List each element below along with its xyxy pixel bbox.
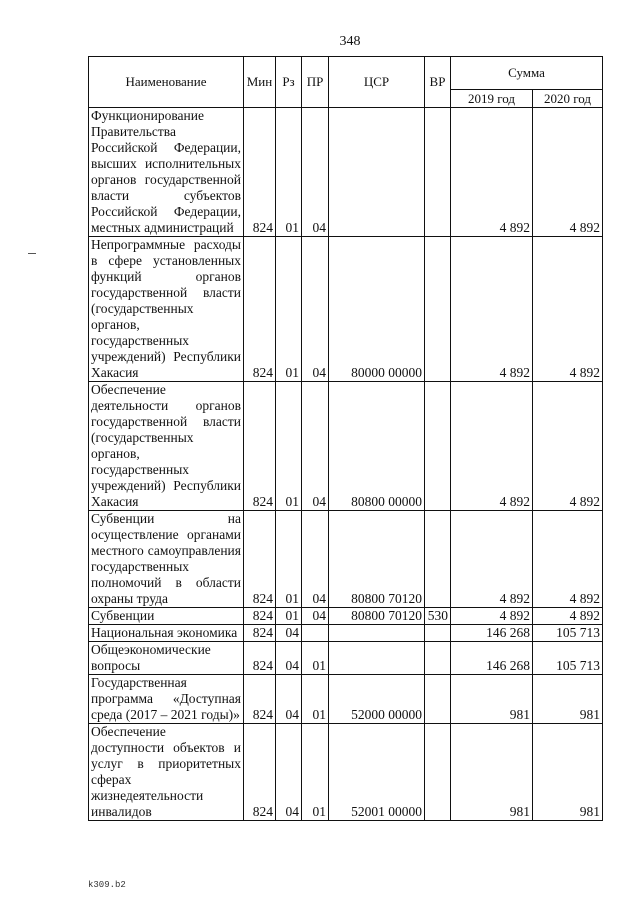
header-rz: Рз xyxy=(276,57,302,108)
cell-pr: 04 xyxy=(302,237,329,382)
cell-csr xyxy=(329,625,425,642)
cell-min: 824 xyxy=(244,237,276,382)
cell-sum-2020: 4 892 xyxy=(533,511,603,608)
cell-csr: 80800 70120 xyxy=(329,511,425,608)
cell-min: 824 xyxy=(244,108,276,237)
cell-name: Субвенции xyxy=(89,608,244,625)
cell-min: 824 xyxy=(244,625,276,642)
cell-pr: 04 xyxy=(302,608,329,625)
cell-pr: 01 xyxy=(302,675,329,724)
cell-sum-2019: 4 892 xyxy=(451,608,533,625)
header-csr: ЦСР xyxy=(329,57,425,108)
page-number: 348 xyxy=(339,34,361,49)
cell-sum-2019: 146 268 xyxy=(451,625,533,642)
cell-rz: 01 xyxy=(276,237,302,382)
cell-sum-2019: 4 892 xyxy=(451,237,533,382)
cell-rz: 01 xyxy=(276,382,302,511)
cell-rz: 04 xyxy=(276,625,302,642)
cell-min: 824 xyxy=(244,642,276,675)
cell-rz: 01 xyxy=(276,608,302,625)
cell-name: Государственная программа «Доступная среда (2017 – 2021 годы)» xyxy=(89,675,244,724)
cell-rz: 04 xyxy=(276,675,302,724)
cell-name: Общеэкономические вопросы xyxy=(89,642,244,675)
cell-vr xyxy=(425,642,451,675)
cell-pr: 04 xyxy=(302,108,329,237)
table-row xyxy=(89,382,603,511)
cell-rz: 01 xyxy=(276,511,302,608)
budget-table xyxy=(88,56,603,821)
cell-min: 824 xyxy=(244,511,276,608)
cell-name: Национальная экономика xyxy=(89,625,244,642)
cell-name: Функционирование Правительства Российской Федерации, высших исполнительных органов государственной власти субъектов Российской Федерации, местных администраций xyxy=(89,108,244,237)
cell-pr: 04 xyxy=(302,511,329,608)
table-row xyxy=(89,642,603,675)
cell-min: 824 xyxy=(244,608,276,625)
cell-name: Обеспечение деятельности органов государственной власти (государственных органов, государственных учреждений) Республики Хакасия xyxy=(89,382,244,511)
cell-vr xyxy=(425,625,451,642)
cell-min: 824 xyxy=(244,724,276,821)
cell-pr: 04 xyxy=(302,382,329,511)
table-row xyxy=(89,675,603,724)
cell-csr xyxy=(329,108,425,237)
cell-rz: 04 xyxy=(276,724,302,821)
header-min: Мин xyxy=(244,57,276,108)
header-sum: Сумма xyxy=(451,57,603,90)
cell-vr xyxy=(425,724,451,821)
cell-min: 824 xyxy=(244,382,276,511)
cell-sum-2020: 4 892 xyxy=(533,237,603,382)
cell-csr: 52001 00000 xyxy=(329,724,425,821)
cell-vr xyxy=(425,237,451,382)
cell-sum-2019: 981 xyxy=(451,675,533,724)
cell-csr: 80000 00000 xyxy=(329,237,425,382)
table-body xyxy=(89,108,603,821)
cell-sum-2020: 105 713 xyxy=(533,625,603,642)
cell-vr xyxy=(425,675,451,724)
cell-sum-2020: 4 892 xyxy=(533,382,603,511)
cell-rz: 04 xyxy=(276,642,302,675)
header-name: Наименование xyxy=(89,57,244,108)
cell-csr: 80800 00000 xyxy=(329,382,425,511)
cell-pr xyxy=(302,625,329,642)
cell-name: Непрограммные расходы в сфере установленных функций органов государственной власти (государственных органов, государственных учреждений) Республики Хакасия xyxy=(89,237,244,382)
cell-sum-2020: 4 892 xyxy=(533,608,603,625)
header-year-2019: 2019 год xyxy=(451,90,533,108)
cell-pr: 01 xyxy=(302,724,329,821)
cell-vr xyxy=(425,108,451,237)
cell-vr xyxy=(425,382,451,511)
margin-mark xyxy=(28,253,36,254)
header-year-2020: 2020 год xyxy=(533,90,603,108)
table-row xyxy=(89,237,603,382)
header-pr: ПР xyxy=(302,57,329,108)
cell-vr: 530 xyxy=(425,608,451,625)
cell-sum-2020: 4 892 xyxy=(533,108,603,237)
table-row xyxy=(89,511,603,608)
cell-csr: 52000 00000 xyxy=(329,675,425,724)
table-row xyxy=(89,724,603,821)
cell-sum-2020: 105 713 xyxy=(533,642,603,675)
cell-min: 824 xyxy=(244,675,276,724)
cell-sum-2019: 4 892 xyxy=(451,511,533,608)
cell-sum-2019: 981 xyxy=(451,724,533,821)
table-row xyxy=(89,108,603,237)
cell-sum-2020: 981 xyxy=(533,675,603,724)
footer-code: k309.b2 xyxy=(88,880,126,890)
cell-sum-2020: 981 xyxy=(533,724,603,821)
cell-pr: 01 xyxy=(302,642,329,675)
cell-name: Обеспечение доступности объектов и услуг в приоритетных сферах жизнедеятельности инвалидов xyxy=(89,724,244,821)
cell-sum-2019: 4 892 xyxy=(451,108,533,237)
table-row xyxy=(89,625,603,642)
cell-rz: 01 xyxy=(276,108,302,237)
cell-name: Субвенции на осуществление органами местного самоуправления государственных полномочий в области охраны труда xyxy=(89,511,244,608)
table-header xyxy=(89,57,603,108)
table-row xyxy=(89,608,603,625)
cell-csr xyxy=(329,642,425,675)
header-vr: ВР xyxy=(425,57,451,108)
cell-sum-2019: 4 892 xyxy=(451,382,533,511)
cell-vr xyxy=(425,511,451,608)
cell-csr: 80800 70120 xyxy=(329,608,425,625)
cell-sum-2019: 146 268 xyxy=(451,642,533,675)
